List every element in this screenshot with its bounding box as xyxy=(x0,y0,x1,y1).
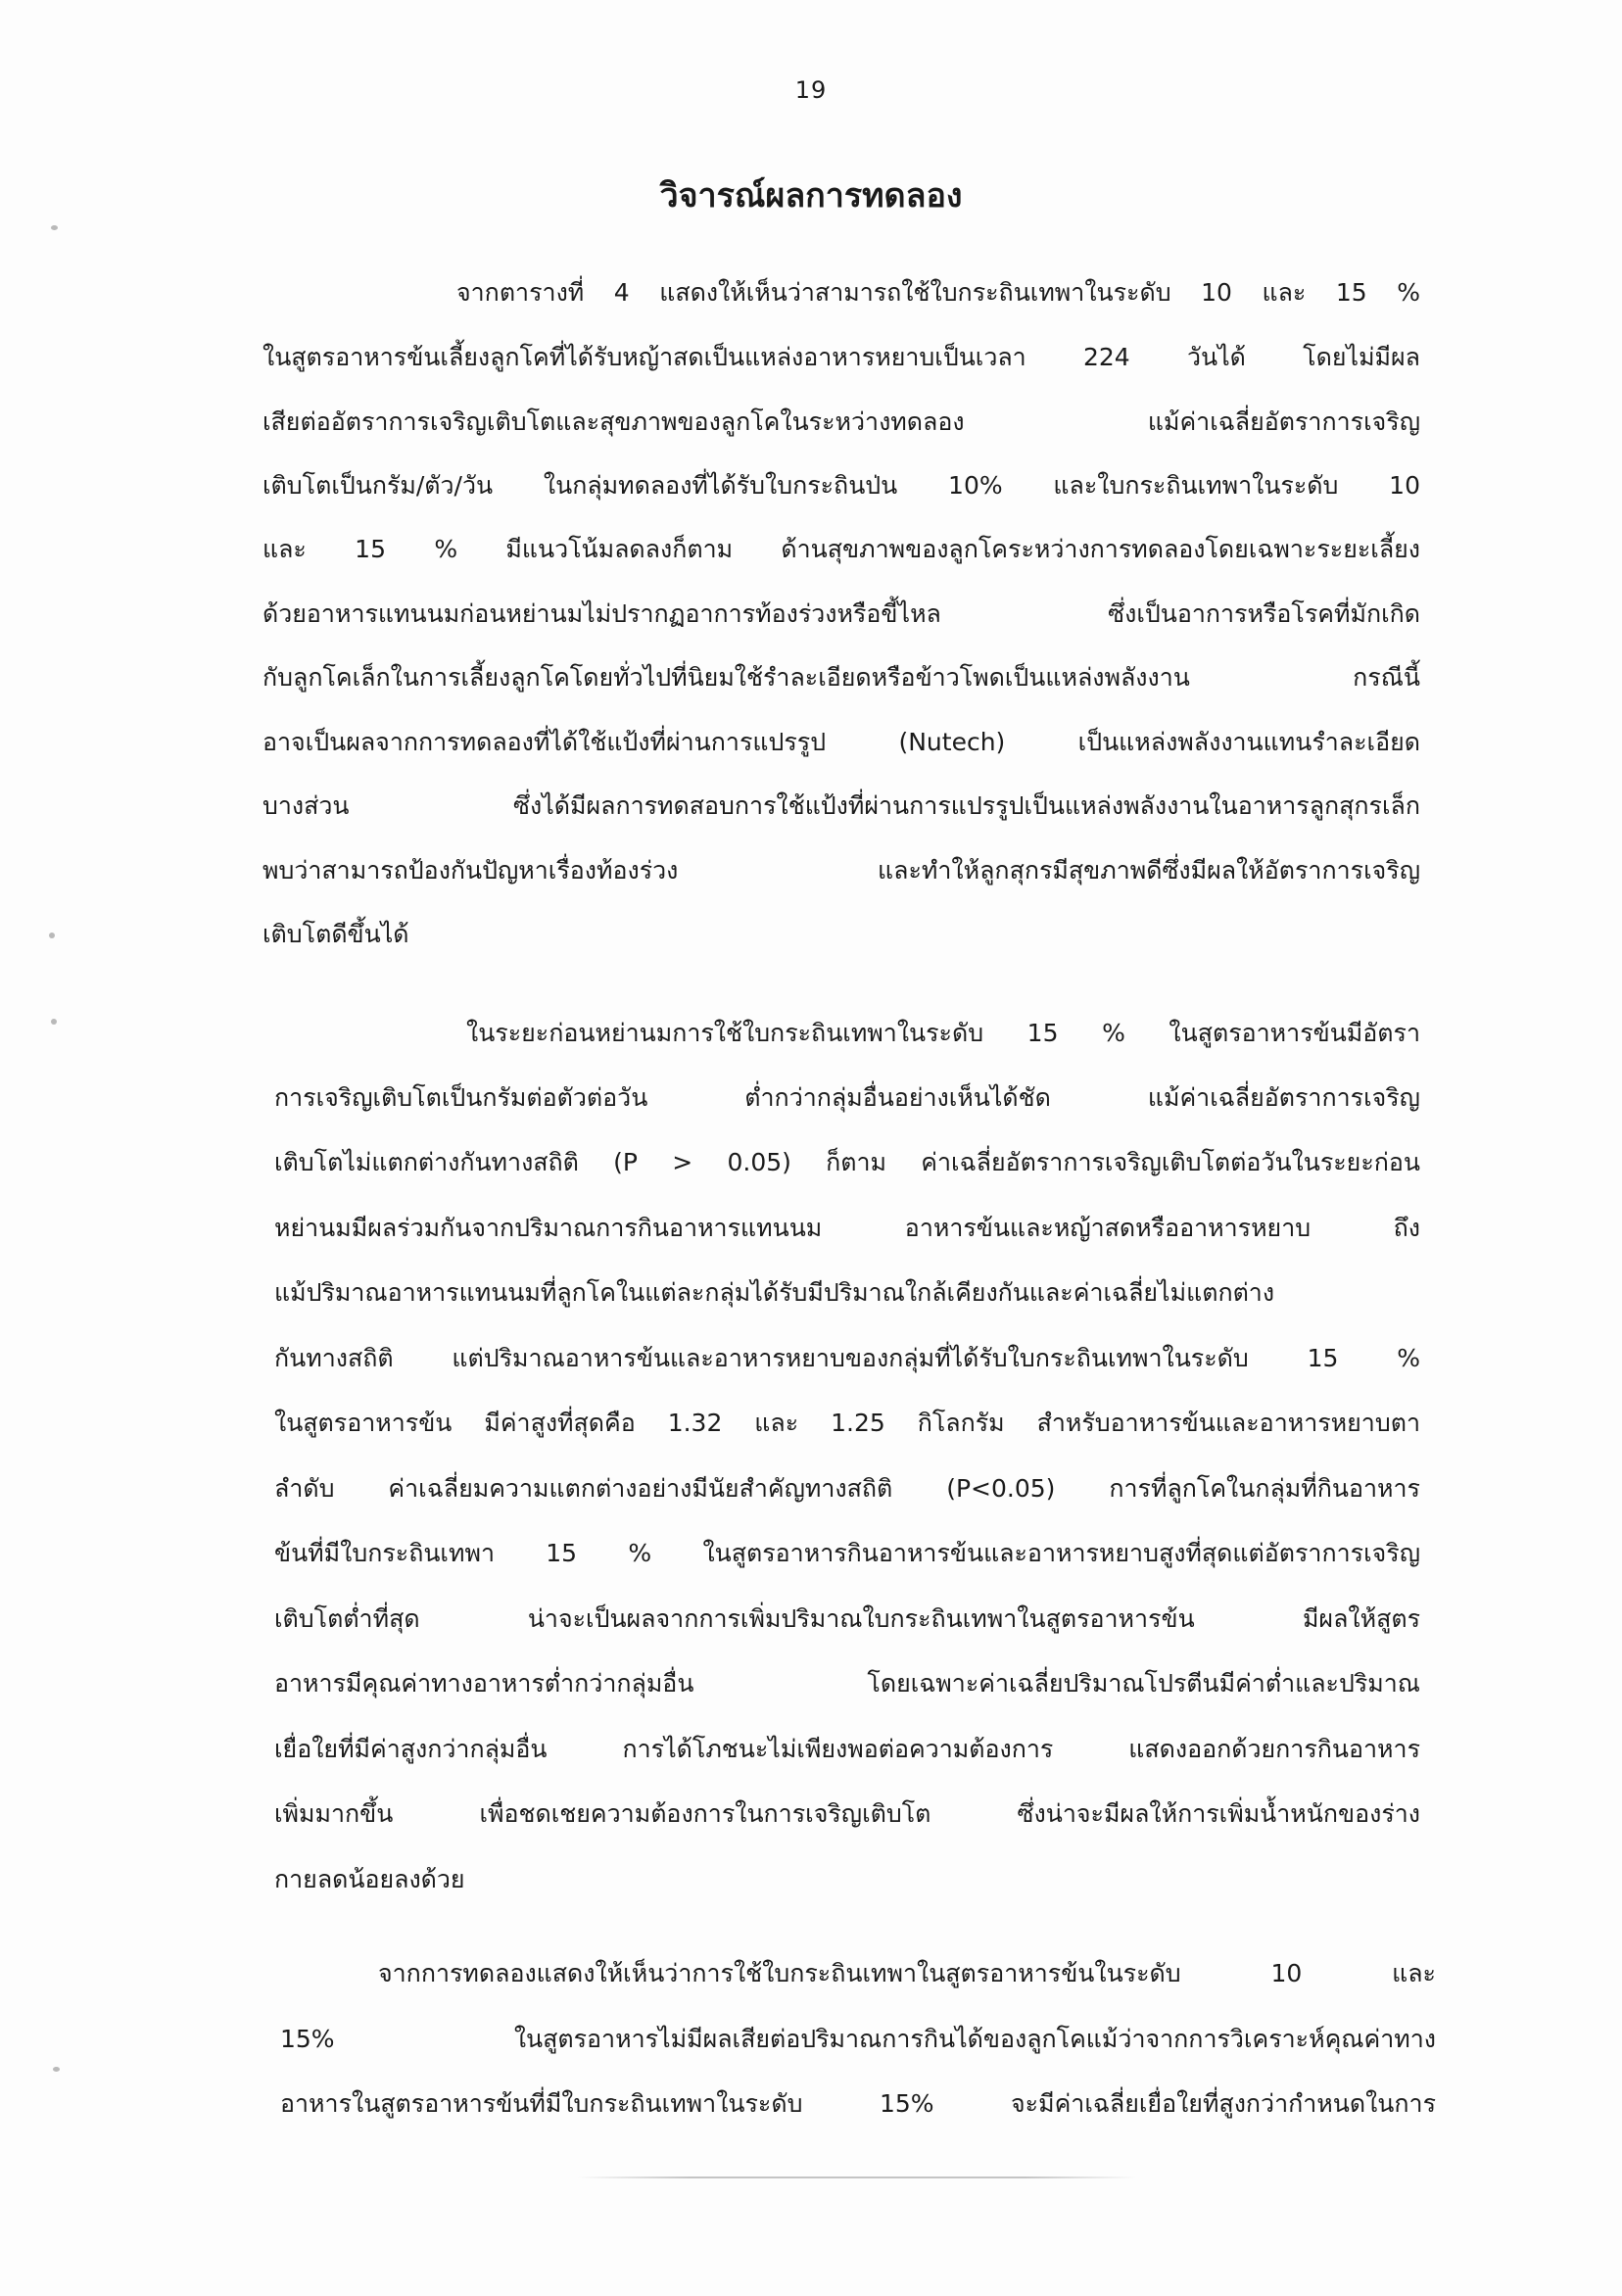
page-number: 19 xyxy=(794,76,828,104)
text-line: กับลูกโคเล็กในการเลี้ยงลูกโคโดยทั่วไปที่นิยมใช้รำละเอียดหรือข้าวโพดเป็นแหล่งพลังงาน กรณีนี้ xyxy=(262,663,1420,692)
text-line: แม้ปริมาณอาหารแทนนมที่ลูกโคในแต่ละกลุ่มได้รับมีปริมาณใกล้เคียงกันและค่าเฉลี่ยไม่แตกต่าง xyxy=(274,1278,1275,1307)
text-line: หย่านมมีผลร่วมกันจากปริมาณการกินอาหารแทนนม อาหารข้นและหญ้าสดหรืออาหารหยาบ ถึง xyxy=(274,1214,1420,1242)
text-line: พบว่าสามารถป้องกันปัญหาเรื่องท้องร่วง และทำให้ลูกสุกรมีสุขภาพดีซึ่งมีผลให้อัตราการเจริญ xyxy=(262,856,1420,885)
text-line: ในสูตรอาหารข้นเลี้ยงลูกโคที่ได้รับหญ้าสดเป็นแหล่งอาหารหยาบเป็นเวลา 224 วันได้ โดยไม่มีผล xyxy=(262,343,1420,371)
text-line: เสียต่ออัตราการเจริญเติบโตและสุขภาพของลูกโคในระหว่างทดลอง แม้ค่าเฉลี่ยอัตราการเจริญ xyxy=(262,407,1420,436)
text-line: กายลดน้อยลงด้วย xyxy=(274,1865,465,1893)
text-line: เติบโตเป็นกรัม/ตัว/วัน ในกลุ่มทดลองที่ได้รับใบกระถินป่น 10% และใบกระถินเทพาในระดับ 10 xyxy=(262,471,1420,500)
text-line: เติบโตไม่แตกต่างกันทางสถิติ (P > 0.05) ก็ตาม ค่าเฉลี่ยอัตราการเจริญเติบโตต่อวันในระยะก่อน xyxy=(274,1148,1420,1176)
text-line: 15% ในสูตรอาหารไม่มีผลเสียต่อปริมาณการกินได้ของลูกโคแม้ว่าจากการวิเคราะห์คุณค่าทาง xyxy=(280,2025,1436,2053)
text-line: เติบโตดีขึ้นได้ xyxy=(262,920,409,948)
text-line: อาหารในสูตรอาหารข้นที่มีใบกระถินเทพาในระดับ 15% จะมีค่าเฉลี่ยเยื่อใยที่สูงกว่ากำหนดในการ xyxy=(280,2089,1436,2118)
text-line: บางส่วน ซึ่งได้มีผลการทดสอบการใช้แป้งที่ผ่านการแปรรูปเป็นแหล่งพลังงานในอาหารลูกสุกรเล็ก xyxy=(262,791,1420,820)
scan-speck xyxy=(51,225,58,230)
text-line: และ 15 % มีแนวโน้มลดลงก็ตาม ด้านสุขภาพของลูกโคระหว่างการทดลองโดยเฉพาะระยะเลี้ยง xyxy=(262,535,1420,563)
text-line: ลำดับ ค่าเฉลี่ยมความแตกต่างอย่างมีนัยสำคัญทางสถิติ (P<0.05) การที่ลูกโคในกลุ่มที่กินอาหาร xyxy=(274,1474,1420,1503)
text-line: อาจเป็นผลจากการทดลองที่ได้ใช้แป้งที่ผ่านการแปรรูป (Nutech) เป็นแหล่งพลังงานแทนรำละเอียด xyxy=(262,728,1420,756)
text-line: กันทางสถิติ แต่ปริมาณอาหารข้นและอาหารหยาบของกลุ่มที่ได้รับใบกระถินเทพาในระดับ 15 % xyxy=(274,1344,1420,1372)
text-line: เพิ่มมากขึ้น เพื่อชดเชยความต้องการในการเจริญเติบโต ซึ่งน่าจะมีผลให้การเพิ่มน้ำหนักของร่าง xyxy=(274,1799,1420,1828)
text-line: จากตารางที่ 4 แสดงให้เห็นว่าสามารถใช้ใบกระถินเทพาในระดับ 10 และ 15 % xyxy=(456,278,1420,307)
text-line: ด้วยอาหารแทนนมก่อนหย่านมไม่ปรากฏอาการท้องร่วงหรือขี้ไหล ซึ่งเป็นอาการหรือโรคที่มักเกิด xyxy=(262,599,1420,628)
text-line: เยื่อใยที่มีค่าสูงกว่ากลุ่มอื่น การได้โภชนะไม่เพียงพอต่อความต้องการ แสดงออกด้วยการกินอาหาร xyxy=(274,1735,1420,1763)
text-line: ในระยะก่อนหย่านมการใช้ใบกระถินเทพาในระดับ 15 % ในสูตรอาหารข้นมีอัตรา xyxy=(466,1019,1420,1047)
scan-bottom-rule xyxy=(578,2176,1136,2178)
text-line: การเจริญเติบโตเป็นกรัมต่อตัวต่อวัน ต่ำกว่ากลุ่มอื่นอย่างเห็นได้ชัด แม้ค่าเฉลี่ยอัตราการเจริญ xyxy=(274,1083,1420,1112)
scan-speck xyxy=(49,933,55,938)
section-title: วิจารณ์ผลการทดลอง xyxy=(659,176,963,215)
scan-speck xyxy=(51,1019,57,1025)
text-line: อาหารมีคุณค่าทางอาหารต่ำกว่ากลุ่มอื่น โดยเฉพาะค่าเฉลี่ยปริมาณโปรตีนมีค่าต่ำและปริมาณ xyxy=(274,1669,1420,1698)
text-line: ข้นที่มีใบกระถินเทพา 15 % ในสูตรอาหารกินอาหารข้นและอาหารหยาบสูงที่สุดแต่อัตราการเจริญ xyxy=(274,1539,1420,1567)
scan-speck xyxy=(53,2067,60,2072)
text-line: ในสูตรอาหารข้น มีค่าสูงที่สุดคือ 1.32 และ 1.25 กิโลกรัม สำหรับอาหารข้นและอาหารหยาบตา xyxy=(274,1409,1420,1437)
text-line: เติบโตต่ำที่สุด น่าจะเป็นผลจากการเพิ่มปริมาณใบกระถินเทพาในสูตรอาหารข้น มีผลให้สูตร xyxy=(274,1604,1420,1633)
text-line: จากการทดลองแสดงให้เห็นว่าการใช้ใบกระถินเทพาในสูตรอาหารข้นในระดับ 10 และ xyxy=(378,1959,1436,1987)
